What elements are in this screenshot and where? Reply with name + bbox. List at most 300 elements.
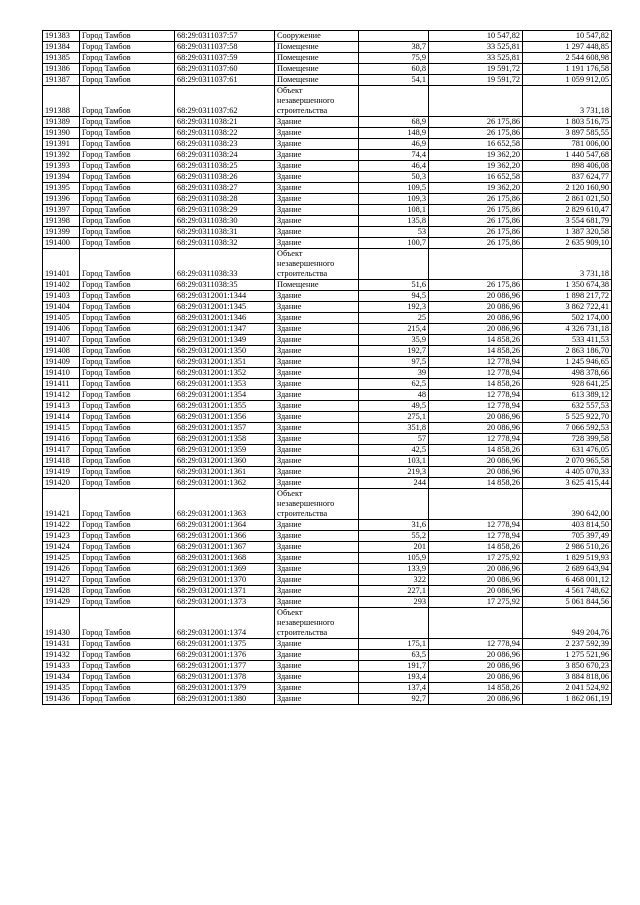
- row-number-cell: 191388: [43, 86, 80, 117]
- cadastral-value-cell: 4 561 748,62: [523, 586, 612, 597]
- unit-value-cell: 33 525,81: [429, 42, 523, 53]
- object-type-cell: Здание: [275, 150, 359, 161]
- area-cell: 133,9: [359, 564, 429, 575]
- cadastral-value-cell: 1 898 217,72: [523, 291, 612, 302]
- row-number-cell: 191385: [43, 53, 80, 64]
- city-name-cell: Город Тамбов: [80, 423, 175, 434]
- table-row: [43, 456, 612, 467]
- row-number-cell: 191431: [43, 639, 80, 650]
- object-type-cell: Здание: [275, 238, 359, 249]
- row-number-cell: 191420: [43, 478, 80, 489]
- row-number-cell: 191404: [43, 302, 80, 313]
- table-row: [43, 379, 612, 390]
- table-row: [43, 520, 612, 531]
- area-cell: 60,8: [359, 64, 429, 75]
- cadastral-number-cell: 68:29:0312001:1360: [175, 456, 275, 467]
- object-type-cell: Здание: [275, 216, 359, 227]
- table-row: [43, 302, 612, 313]
- table-row: [43, 553, 612, 564]
- table-row: [43, 661, 612, 672]
- row-number-cell: 191389: [43, 117, 80, 128]
- unit-value-cell: 12 778,94: [429, 401, 523, 412]
- city-name-cell: Город Тамбов: [80, 379, 175, 390]
- city-name-cell: Город Тамбов: [80, 456, 175, 467]
- unit-value-cell: 14 858,26: [429, 683, 523, 694]
- object-type-cell: Сооружение: [275, 31, 359, 42]
- cadastral-value-cell: 1 803 516,75: [523, 117, 612, 128]
- city-name-cell: Город Тамбов: [80, 238, 175, 249]
- cadastral-number-cell: 68:29:0312001:1357: [175, 423, 275, 434]
- table-row: [43, 280, 612, 291]
- object-type-cell: Здание: [275, 379, 359, 390]
- unit-value-cell: 10 547,82: [429, 31, 523, 42]
- cadastral-number-cell: 68:29:0312001:1370: [175, 575, 275, 586]
- city-name-cell: Город Тамбов: [80, 608, 175, 639]
- object-type-cell: Помещение: [275, 42, 359, 53]
- cadastral-number-cell: 68:29:0312001:1368: [175, 553, 275, 564]
- row-number-cell: 191435: [43, 683, 80, 694]
- cadastral-number-cell: 68:29:0311037:62: [175, 86, 275, 117]
- cadastral-number-cell: 68:29:0311038:22: [175, 128, 275, 139]
- cadastral-number-cell: 68:29:0311038:25: [175, 161, 275, 172]
- cadastral-value-cell: 1 297 448,85: [523, 42, 612, 53]
- row-number-cell: 191416: [43, 434, 80, 445]
- city-name-cell: Город Тамбов: [80, 150, 175, 161]
- cadastral-number-cell: 68:29:0312001:1352: [175, 368, 275, 379]
- unit-value-cell: 20 086,96: [429, 586, 523, 597]
- city-name-cell: Город Тамбов: [80, 489, 175, 520]
- area-cell: 191,7: [359, 661, 429, 672]
- table-row: [43, 346, 612, 357]
- cadastral-number-cell: 68:29:0311038:35: [175, 280, 275, 291]
- cadastral-value-cell: 7 066 592,53: [523, 423, 612, 434]
- row-number-cell: 191396: [43, 194, 80, 205]
- cadastral-number-cell: 68:29:0311038:27: [175, 183, 275, 194]
- cadastral-value-cell: 4 326 731,18: [523, 324, 612, 335]
- object-type-cell: Здание: [275, 434, 359, 445]
- row-number-cell: 191436: [43, 694, 80, 705]
- city-name-cell: Город Тамбов: [80, 183, 175, 194]
- object-type-cell: Здание: [275, 564, 359, 575]
- object-type-cell: Здание: [275, 161, 359, 172]
- cadastral-number-cell: 68:29:0312001:1379: [175, 683, 275, 694]
- cadastral-value-cell: 2 829 610,47: [523, 205, 612, 216]
- cadastral-number-cell: 68:29:0311038:30: [175, 216, 275, 227]
- object-type-cell: Здание: [275, 291, 359, 302]
- area-cell: 175,1: [359, 639, 429, 650]
- area-cell: 219,3: [359, 467, 429, 478]
- cadastral-number-cell: 68:29:0312001:1373: [175, 597, 275, 608]
- cadastral-value-cell: 1 829 519,93: [523, 553, 612, 564]
- row-number-cell: 191397: [43, 205, 80, 216]
- cadastral-number-cell: 68:29:0311037:58: [175, 42, 275, 53]
- city-name-cell: Город Тамбов: [80, 172, 175, 183]
- area-cell: 68,9: [359, 117, 429, 128]
- cadastral-value-cell: 949 204,76: [523, 608, 612, 639]
- row-number-cell: 191408: [43, 346, 80, 357]
- table-row: [43, 238, 612, 249]
- unit-value-cell: 20 086,96: [429, 650, 523, 661]
- area-cell: 227,1: [359, 586, 429, 597]
- unit-value-cell: 12 778,94: [429, 531, 523, 542]
- unit-value-cell: 20 086,96: [429, 291, 523, 302]
- table-row: [43, 117, 612, 128]
- table-row: [43, 597, 612, 608]
- cadastral-value-cell: 2 237 592,39: [523, 639, 612, 650]
- cadastral-value-cell: 3 731,18: [523, 249, 612, 280]
- area-cell: 351,8: [359, 423, 429, 434]
- object-type-cell: Помещение: [275, 75, 359, 86]
- city-name-cell: Город Тамбов: [80, 412, 175, 423]
- cadastral-number-cell: 68:29:0312001:1347: [175, 324, 275, 335]
- area-cell: 49,5: [359, 401, 429, 412]
- city-name-cell: Город Тамбов: [80, 75, 175, 86]
- city-name-cell: Город Тамбов: [80, 280, 175, 291]
- unit-value-cell: 26 175,86: [429, 280, 523, 291]
- table-row: [43, 434, 612, 445]
- unit-value-cell: 12 778,94: [429, 368, 523, 379]
- row-number-cell: 191414: [43, 412, 80, 423]
- table-body: [43, 31, 612, 705]
- unit-value-cell: 26 175,86: [429, 128, 523, 139]
- object-type-cell: Здание: [275, 412, 359, 423]
- table-row: [43, 489, 612, 520]
- unit-value-cell: 17 275,92: [429, 553, 523, 564]
- city-name-cell: Город Тамбов: [80, 597, 175, 608]
- city-name-cell: Город Тамбов: [80, 531, 175, 542]
- area-cell: 148,9: [359, 128, 429, 139]
- unit-value-cell: 20 086,96: [429, 575, 523, 586]
- city-name-cell: Город Тамбов: [80, 357, 175, 368]
- row-number-cell: 191403: [43, 291, 80, 302]
- cadastral-number-cell: 68:29:0311038:33: [175, 249, 275, 280]
- cadastral-number-cell: 68:29:0311038:29: [175, 205, 275, 216]
- city-name-cell: Город Тамбов: [80, 434, 175, 445]
- cadastral-value-cell: 2 120 160,90: [523, 183, 612, 194]
- unit-value-cell: 17 275,92: [429, 597, 523, 608]
- row-number-cell: 191424: [43, 542, 80, 553]
- cadastral-number-cell: 68:29:0312001:1361: [175, 467, 275, 478]
- table-row: [43, 639, 612, 650]
- cadastral-value-cell: 728 399,58: [523, 434, 612, 445]
- area-cell: 25: [359, 313, 429, 324]
- cadastral-value-cell: 1 350 674,38: [523, 280, 612, 291]
- unit-value-cell: 26 175,86: [429, 205, 523, 216]
- table-row: [43, 194, 612, 205]
- unit-value-cell: 14 858,26: [429, 379, 523, 390]
- cadastral-number-cell: 68:29:0312001:1350: [175, 346, 275, 357]
- object-type-cell: Здание: [275, 423, 359, 434]
- unit-value-cell: 20 086,96: [429, 467, 523, 478]
- area-cell: 38,7: [359, 42, 429, 53]
- cadastral-value-cell: 2 986 510,26: [523, 542, 612, 553]
- table-row: [43, 75, 612, 86]
- city-name-cell: Город Тамбов: [80, 86, 175, 117]
- object-type-cell: Здание: [275, 520, 359, 531]
- table-row: [43, 128, 612, 139]
- row-number-cell: 191418: [43, 456, 80, 467]
- object-type-cell: Здание: [275, 128, 359, 139]
- object-type-cell: Помещение: [275, 53, 359, 64]
- unit-value-cell: 26 175,86: [429, 117, 523, 128]
- object-type-cell: Здание: [275, 661, 359, 672]
- area-cell: 275,1: [359, 412, 429, 423]
- table-row: [43, 216, 612, 227]
- area-cell: 75,9: [359, 53, 429, 64]
- cadastral-value-cell: 502 174,00: [523, 313, 612, 324]
- area-cell: 48: [359, 390, 429, 401]
- unit-value-cell: 20 086,96: [429, 661, 523, 672]
- cadastral-value-cell: 705 397,49: [523, 531, 612, 542]
- object-type-cell: Здание: [275, 542, 359, 553]
- unit-value-cell: 20 086,96: [429, 302, 523, 313]
- row-number-cell: 191393: [43, 161, 80, 172]
- cadastral-number-cell: 68:29:0312001:1345: [175, 302, 275, 313]
- table-row: [43, 357, 612, 368]
- object-type-cell: Здание: [275, 368, 359, 379]
- cadastral-number-cell: 68:29:0311038:31: [175, 227, 275, 238]
- area-cell: 46,4: [359, 161, 429, 172]
- cadastral-number-cell: 68:29:0311038:23: [175, 139, 275, 150]
- city-name-cell: Город Тамбов: [80, 42, 175, 53]
- cadastral-value-cell: 2 689 643,94: [523, 564, 612, 575]
- city-name-cell: Город Тамбов: [80, 31, 175, 42]
- row-number-cell: 191430: [43, 608, 80, 639]
- cadastral-value-cell: 3 897 585,55: [523, 128, 612, 139]
- area-cell: 39: [359, 368, 429, 379]
- table-row: [43, 575, 612, 586]
- table-row: [43, 401, 612, 412]
- area-cell: 74,4: [359, 150, 429, 161]
- row-number-cell: 191410: [43, 368, 80, 379]
- city-name-cell: Город Тамбов: [80, 586, 175, 597]
- unit-value-cell: 19 591,72: [429, 64, 523, 75]
- cadastral-value-cell: 781 006,00: [523, 139, 612, 150]
- cadastral-number-cell: 68:29:0311038:26: [175, 172, 275, 183]
- cadastral-value-cell: 1 275 521,96: [523, 650, 612, 661]
- cadastral-number-cell: 68:29:0311037:57: [175, 31, 275, 42]
- object-type-cell: Здание: [275, 478, 359, 489]
- cadastral-number-cell: 68:29:0312001:1346: [175, 313, 275, 324]
- cadastral-value-cell: 1 387 320,58: [523, 227, 612, 238]
- area-cell: 97,5: [359, 357, 429, 368]
- unit-value-cell: 12 778,94: [429, 357, 523, 368]
- cadastral-value-cell: 1 440 547,68: [523, 150, 612, 161]
- city-name-cell: Город Тамбов: [80, 639, 175, 650]
- cadastral-value-cell: 631 476,05: [523, 445, 612, 456]
- city-name-cell: Город Тамбов: [80, 575, 175, 586]
- row-number-cell: 191429: [43, 597, 80, 608]
- object-type-cell: Здание: [275, 650, 359, 661]
- object-type-cell: Здание: [275, 597, 359, 608]
- row-number-cell: 191384: [43, 42, 80, 53]
- row-number-cell: 191428: [43, 586, 80, 597]
- row-number-cell: 191401: [43, 249, 80, 280]
- row-number-cell: 191427: [43, 575, 80, 586]
- cadastral-value-cell: 5 525 922,70: [523, 412, 612, 423]
- unit-value-cell: 12 778,94: [429, 639, 523, 650]
- city-name-cell: Город Тамбов: [80, 683, 175, 694]
- cadastral-number-cell: 68:29:0312001:1354: [175, 390, 275, 401]
- object-type-cell: Здание: [275, 553, 359, 564]
- area-cell: 46,9: [359, 139, 429, 150]
- area-cell: 62,5: [359, 379, 429, 390]
- cadastral-number-cell: 68:29:0312001:1353: [175, 379, 275, 390]
- cadastral-value-cell: 3 884 818,06: [523, 672, 612, 683]
- row-number-cell: 191407: [43, 335, 80, 346]
- city-name-cell: Город Тамбов: [80, 553, 175, 564]
- unit-value-cell: 20 086,96: [429, 423, 523, 434]
- table-row: [43, 467, 612, 478]
- cadastral-value-cell: 928 641,25: [523, 379, 612, 390]
- city-name-cell: Город Тамбов: [80, 249, 175, 280]
- cadastral-value-cell: 613 389,12: [523, 390, 612, 401]
- city-name-cell: Город Тамбов: [80, 390, 175, 401]
- city-name-cell: Город Тамбов: [80, 324, 175, 335]
- row-number-cell: 191395: [43, 183, 80, 194]
- table-row: [43, 150, 612, 161]
- cadastral-number-cell: 68:29:0312001:1364: [175, 520, 275, 531]
- object-type-cell: Здание: [275, 575, 359, 586]
- table-row: [43, 291, 612, 302]
- cadastral-number-cell: 68:29:0312001:1376: [175, 650, 275, 661]
- area-cell: 215,4: [359, 324, 429, 335]
- cadastral-value-cell: 10 547,82: [523, 31, 612, 42]
- city-name-cell: Город Тамбов: [80, 564, 175, 575]
- area-cell: 322: [359, 575, 429, 586]
- cadastral-number-cell: 68:29:0311038:32: [175, 238, 275, 249]
- cadastral-number-cell: 68:29:0312001:1369: [175, 564, 275, 575]
- unit-value-cell: 33 525,81: [429, 53, 523, 64]
- cadastral-number-cell: 68:29:0312001:1344: [175, 291, 275, 302]
- unit-value-cell: 12 778,94: [429, 390, 523, 401]
- row-number-cell: 191411: [43, 379, 80, 390]
- area-cell: [359, 608, 429, 639]
- unit-value-cell: 19 362,20: [429, 150, 523, 161]
- cadastral-value-cell: 632 557,53: [523, 401, 612, 412]
- cadastral-value-cell: 1 245 946,65: [523, 357, 612, 368]
- object-type-cell: Здание: [275, 531, 359, 542]
- city-name-cell: Город Тамбов: [80, 672, 175, 683]
- city-name-cell: Город Тамбов: [80, 194, 175, 205]
- cadastral-value-cell: 4 405 070,33: [523, 467, 612, 478]
- cadastral-number-cell: 68:29:0311038:21: [175, 117, 275, 128]
- cadastral-number-cell: 68:29:0312001:1359: [175, 445, 275, 456]
- cadastral-number-cell: 68:29:0312001:1363: [175, 489, 275, 520]
- row-number-cell: 191413: [43, 401, 80, 412]
- area-cell: 51,6: [359, 280, 429, 291]
- cadastral-value-cell: 3 862 722,41: [523, 302, 612, 313]
- object-type-cell: Здание: [275, 445, 359, 456]
- table-row: [43, 86, 612, 117]
- row-number-cell: 191426: [43, 564, 80, 575]
- cadastral-value-cell: 2 635 909,10: [523, 238, 612, 249]
- cadastral-number-cell: 68:29:0312001:1366: [175, 531, 275, 542]
- area-cell: 293: [359, 597, 429, 608]
- object-type-cell: Здание: [275, 639, 359, 650]
- unit-value-cell: 14 858,26: [429, 445, 523, 456]
- object-type-cell: Здание: [275, 324, 359, 335]
- area-cell: 92,7: [359, 694, 429, 705]
- row-number-cell: 191383: [43, 31, 80, 42]
- object-type-cell: Здание: [275, 172, 359, 183]
- object-type-cell: Здание: [275, 183, 359, 194]
- table-row: [43, 542, 612, 553]
- table-row: [43, 683, 612, 694]
- unit-value-cell: 12 778,94: [429, 520, 523, 531]
- city-name-cell: Город Тамбов: [80, 445, 175, 456]
- table-row: [43, 694, 612, 705]
- city-name-cell: Город Тамбов: [80, 139, 175, 150]
- area-cell: 42,5: [359, 445, 429, 456]
- row-number-cell: 191421: [43, 489, 80, 520]
- table-row: [43, 390, 612, 401]
- table-row: [43, 586, 612, 597]
- table-row: [43, 531, 612, 542]
- cadastral-number-cell: 68:29:0311038:24: [175, 150, 275, 161]
- cadastral-value-cell: 3 850 670,23: [523, 661, 612, 672]
- row-number-cell: 191425: [43, 553, 80, 564]
- area-cell: 201: [359, 542, 429, 553]
- cadastral-value-cell: 898 406,08: [523, 161, 612, 172]
- object-type-cell: Объект незавершенного строительства: [275, 608, 359, 639]
- area-cell: 100,7: [359, 238, 429, 249]
- object-type-cell: Здание: [275, 313, 359, 324]
- city-name-cell: Город Тамбов: [80, 335, 175, 346]
- unit-value-cell: 20 086,96: [429, 672, 523, 683]
- table-row: [43, 445, 612, 456]
- city-name-cell: Город Тамбов: [80, 161, 175, 172]
- city-name-cell: Город Тамбов: [80, 694, 175, 705]
- cadastral-value-cell: 3 625 415,44: [523, 478, 612, 489]
- row-number-cell: 191415: [43, 423, 80, 434]
- row-number-cell: 191423: [43, 531, 80, 542]
- row-number-cell: 191402: [43, 280, 80, 291]
- object-type-cell: Здание: [275, 401, 359, 412]
- row-number-cell: 191391: [43, 139, 80, 150]
- object-type-cell: Здание: [275, 302, 359, 313]
- area-cell: 50,3: [359, 172, 429, 183]
- area-cell: 63,5: [359, 650, 429, 661]
- cadastral-value-cell: 5 061 844,56: [523, 597, 612, 608]
- area-cell: [359, 86, 429, 117]
- cadastral-number-cell: 68:29:0312001:1349: [175, 335, 275, 346]
- city-name-cell: Город Тамбов: [80, 478, 175, 489]
- unit-value-cell: [429, 489, 523, 520]
- table-row: [43, 183, 612, 194]
- cadastral-value-cell: 3 731,18: [523, 86, 612, 117]
- cadastral-value-cell: 6 468 001,12: [523, 575, 612, 586]
- cadastral-value-table: [42, 30, 612, 705]
- cadastral-number-cell: 68:29:0312001:1356: [175, 412, 275, 423]
- cadastral-value-cell: 1 191 176,58: [523, 64, 612, 75]
- unit-value-cell: 14 858,26: [429, 478, 523, 489]
- city-name-cell: Город Тамбов: [80, 467, 175, 478]
- cadastral-value-cell: 390 642,00: [523, 489, 612, 520]
- unit-value-cell: 20 086,96: [429, 412, 523, 423]
- cadastral-value-cell: 1 862 061,19: [523, 694, 612, 705]
- cadastral-value-cell: 1 059 912,05: [523, 75, 612, 86]
- cadastral-number-cell: 68:29:0312001:1371: [175, 586, 275, 597]
- object-type-cell: Здание: [275, 683, 359, 694]
- area-cell: [359, 31, 429, 42]
- unit-value-cell: 16 652,58: [429, 172, 523, 183]
- city-name-cell: Город Тамбов: [80, 368, 175, 379]
- city-name-cell: Город Тамбов: [80, 216, 175, 227]
- row-number-cell: 191419: [43, 467, 80, 478]
- area-cell: 53: [359, 227, 429, 238]
- row-number-cell: 191400: [43, 238, 80, 249]
